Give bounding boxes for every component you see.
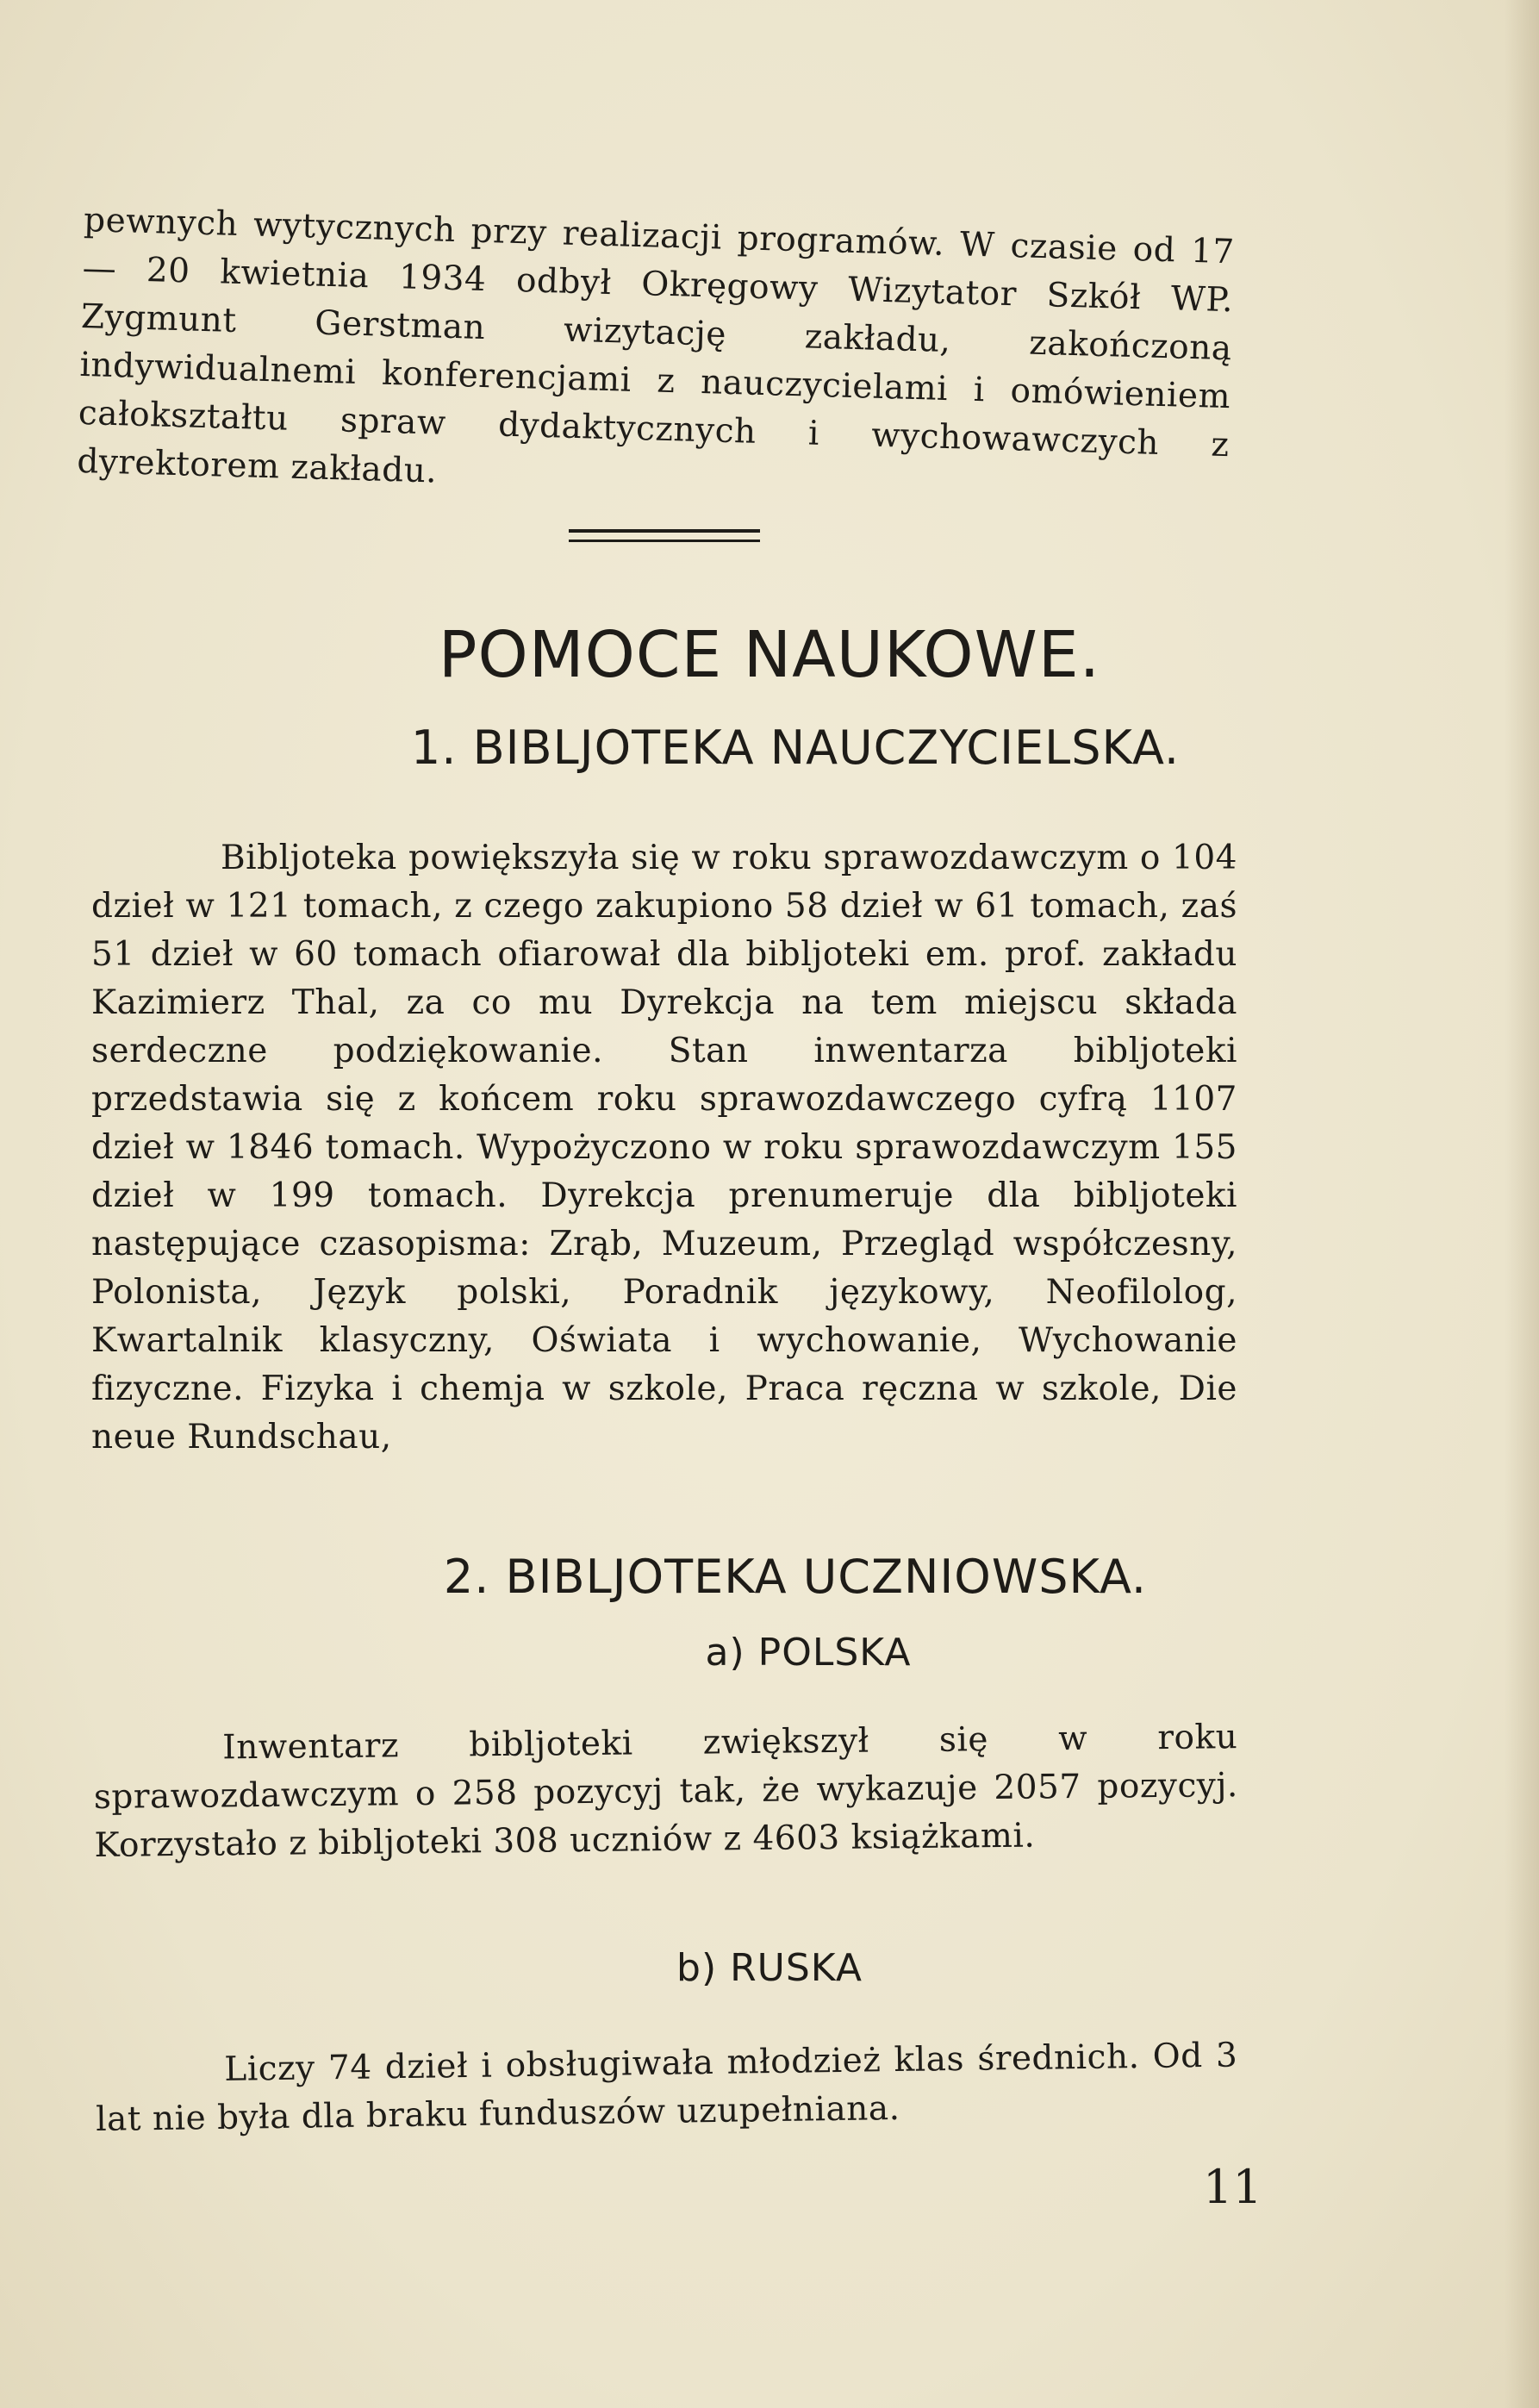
intro-paragraph-block [77,197,1236,518]
page-edge-shadow [1505,0,1539,2408]
section1-heading: 1. BIBLJOTEKA NAUCZYCIELSKA. [410,721,1181,775]
section1-paragraph: Bibljoteka powiększyła się w roku sprawozdawczym o 104 dzieł w 121 tomach, z czego zakupiono 58 dzieł w 61 tomach, zaś 51 dzieł w 60 tomach ofiarował dla bibljoteki em. prof. zakładu Kazimierz Thal, za co mu Dyrekcja na tem miejscu składa serdeczne podziękowanie. Stan inwentarza bibljoteki przedstawia się z końcem roku sprawozdawczego cyfrą 1107 dzieł w 1846 tomach. Wypożyczono w roku sprawozdawczym 155 dzieł w 199 tomach. Dyrekcja prenumeruje dla bibljoteki następujące czasopisma: Zrąb, Muzeum, Przegląd współczesny, Polonista, Język polski, Poradnik językowy, Neofilolog, Kwartalnik klasyczny, Oświata i wychowanie, Wychowanie fizyczne. Fizyka i chemja w szkole, Praca ręczna w szkole, Die neue Rundschau, [91,839,1237,1457]
subsection-b-paragraph: Liczy 74 dzieł i obsługiwała młodzież klas średnich. Od 3 lat nie była dla braku funduszów uzupełniana. [95,2036,1238,2139]
subsection-b-paragraph-block [95,2031,1238,2144]
page-number: 11 [1203,2160,1262,2214]
main-heading: POMOCE NAUKOWE. [438,618,1101,692]
section1-paragraph-block [91,834,1237,1462]
intro-paragraph: pewnych wytycznych przy realizacji programów. W czasie od 17 — 20 kwietnia 1934 odbył Okręgowy Wizytator Szkół WP. Zygmunt Gerstman wizytację zakładu, zakończoną indywidualnemi konferencjami z nauczycielami i omówieniem całokształtu spraw dydaktycznych i wychowawczych z dyrektorem zakładu. [76,200,1236,491]
subsection-a-heading: a) POLSKA [705,1631,912,1675]
subsection-a-paragraph-block [93,1713,1239,1870]
section2-heading: 2. BIBLJOTEKA UCZNIOWSKA. [443,1550,1148,1604]
subsection-b-heading: b) RUSKA [676,1946,863,1990]
section-divider-top [569,529,760,533]
section-divider-bottom [569,540,760,542]
subsection-a-paragraph: Inwentarz bibljoteki zwiększył się w roku sprawozdawczym o 258 pozycyj tak, że wykazuje 2057 pozycyj. Korzystało z bibljoteki 308 uczniów z 4603 książkami. [93,1718,1239,1865]
